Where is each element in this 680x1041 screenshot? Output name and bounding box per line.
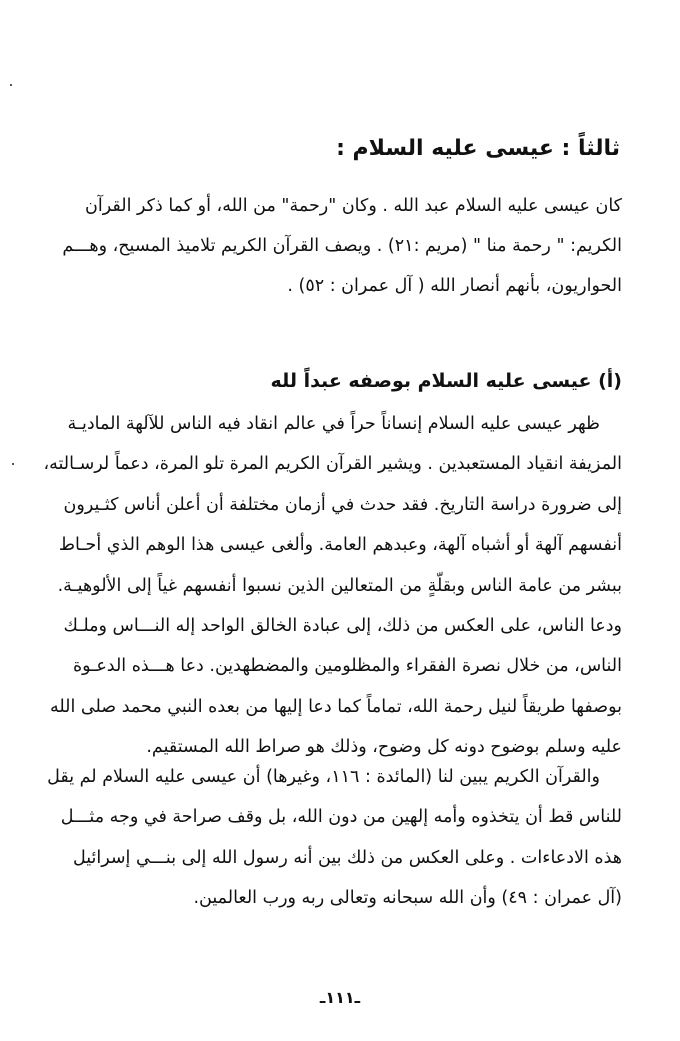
text-line: الكريم: " رحمة منا " (مريم :٢١) . ويصف القرآن الكريم تلاميذ المسيح، وهـــم xyxy=(62,236,622,256)
text-line: للناس قط أن يتخذوه وأمه إلهين من دون الله، بل وقف صراحة في وجه مثـــل xyxy=(60,807,622,828)
text-line: المزيفة انقياد المستعبدين . ويشير القرآن الكريم المرة تلو المرة، دعماً لرسـالته، xyxy=(43,454,622,475)
text-line: كان عيسى عليه السلام عبد الله . وكان "رحمة" من الله، أو كما ذكر القرآن xyxy=(85,196,622,216)
body-paragraph-2 xyxy=(47,757,622,919)
body-paragraph-1 xyxy=(43,404,622,768)
text-line: عليه وسلم بوضوح دونه كل وضوح، وذلك هو صراط الله المستقيم. xyxy=(146,737,622,758)
text-line: ودعا الناس، على العكس من ذلك، إلى عبادة الخالق الواحد إله النـــاس وملـك xyxy=(63,616,622,637)
text-line: الناس، من خلال نصرة الفقراء والمظلومين والمضطهدين. دعا هـــذه الدعـوة xyxy=(73,656,622,677)
section-heading: ثالثاً : عيسى عليه السلام : xyxy=(336,136,620,161)
text-line: ببشر من عامة الناس وبقلّةٍ من المتعالين الذين نسبوا أنفسهم غياً إلى الألوهيـة. xyxy=(57,575,622,596)
scan-speck xyxy=(12,463,14,465)
text-line: إلى ضرورة دراسة التاريخ. فقد حدث في أزمان مختلفة أن أعلن أناس كثـيرون xyxy=(63,494,622,515)
text-line: ظهر عيسى عليه السلام إنساناً حراً في عالم انقاد فيه الناس للآلهة الماديـة xyxy=(67,414,600,434)
page-number: ـ١١١ـ xyxy=(319,988,361,1007)
text-line: بوصفها طريقاً لنيل رحمة الله، تماماً كما دعا إليها من بعده النبي محمد صلى الله xyxy=(49,696,622,717)
text-line: هذه الادعاءات . وعلى العكس من ذلك بين أنه رسول الله إلى بنـــي إسرائيل xyxy=(72,847,622,868)
scan-speck xyxy=(10,84,12,86)
text-line: (آل عمران : ٤٩) وأن الله سبحانه وتعالى ربه ورب العالمين. xyxy=(193,888,622,909)
text-line: والقرآن الكريم يبين لنا (المائدة : ١١٦، وغيرها) أن عيسى عليه السلام لم يقل xyxy=(47,767,600,787)
subsection-heading: (أ) عيسى عليه السلام بوصفه عبداً لله xyxy=(270,370,622,392)
text-line: أنفسهم آلهة أو أشباه آلهة، وعبدهم العامة. وألغى عيسى هذا الوهم الذي أحـاط xyxy=(58,535,622,556)
text-line: الحواريون، بأنهم أنصار الله ( آل عمران : ٥٢) . xyxy=(287,276,622,296)
intro-paragraph xyxy=(52,186,622,306)
